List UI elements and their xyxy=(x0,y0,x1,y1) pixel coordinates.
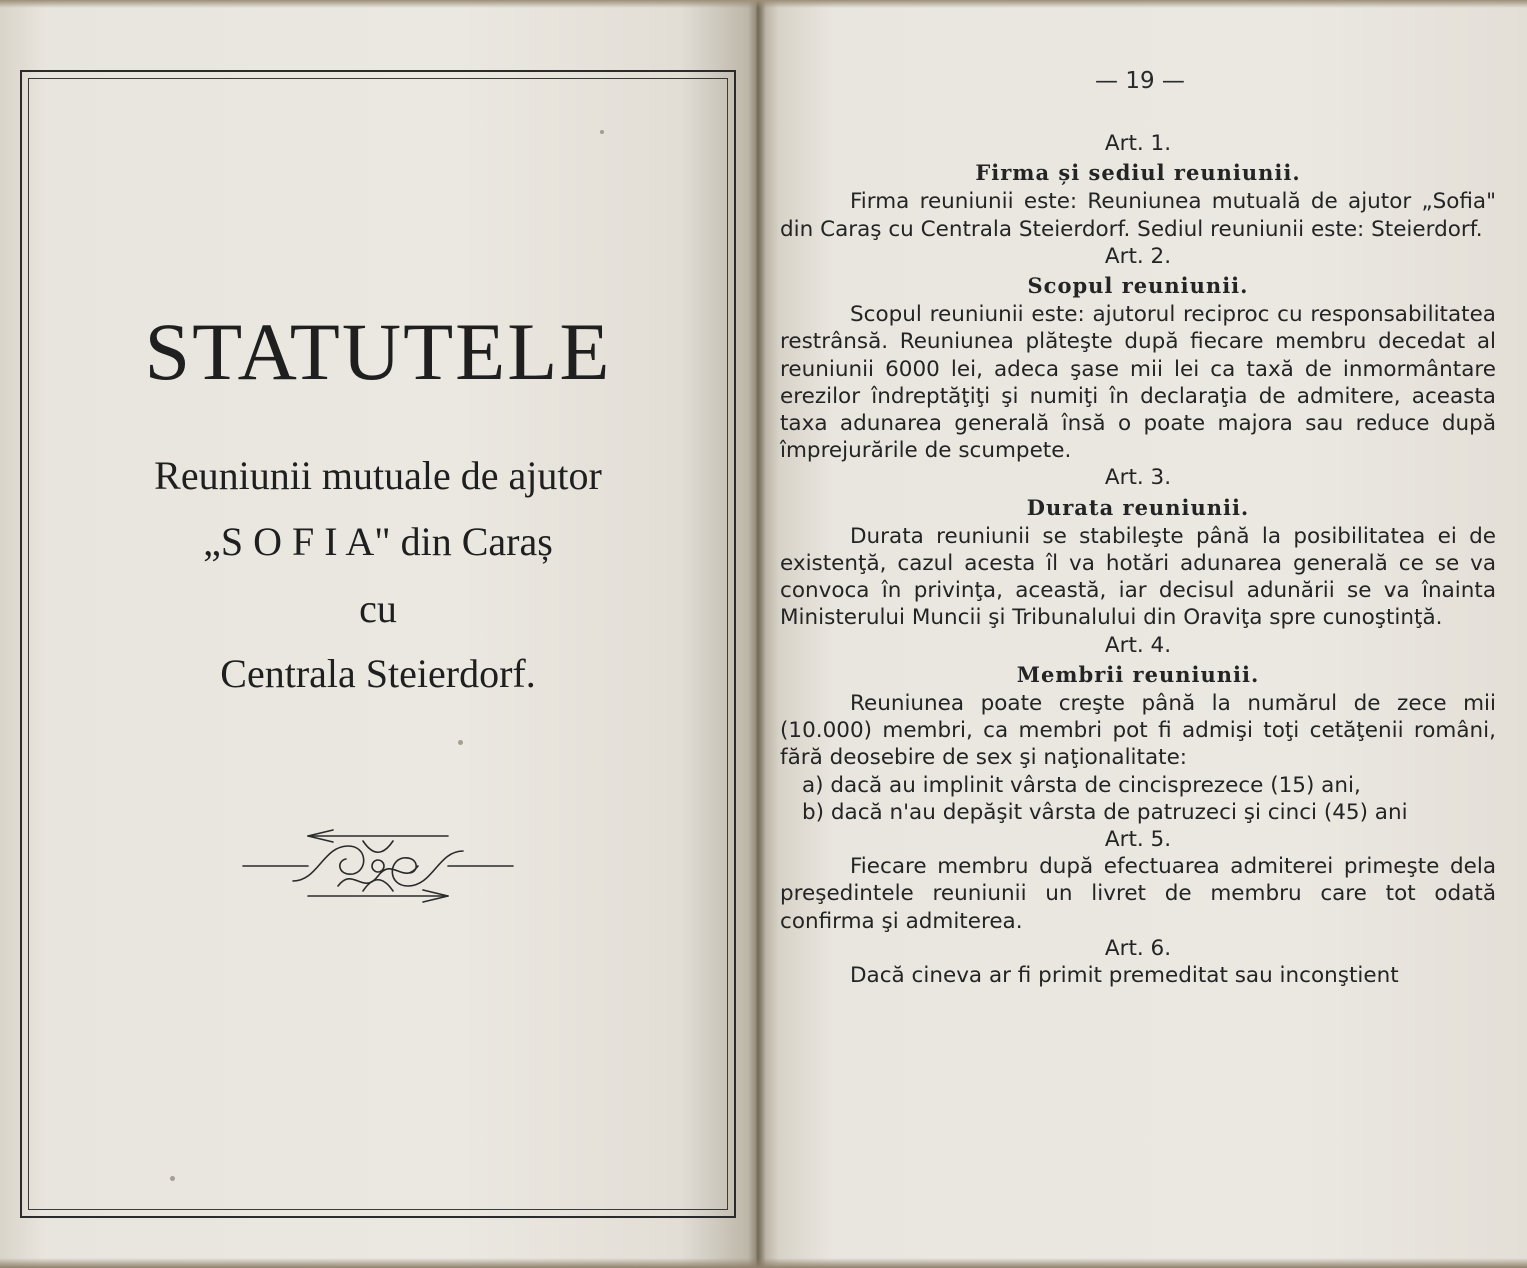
article-number: Art. 6. xyxy=(1104,935,1172,961)
statute-text-column xyxy=(780,130,1496,989)
decorative-ornament-icon xyxy=(238,826,518,906)
article-number: Art. 4. xyxy=(1104,632,1172,658)
article-paragraph: Dacă cineva ar fi primit premeditat sau inconştient xyxy=(850,963,1399,989)
page-number: — 19 — xyxy=(1095,68,1185,94)
article-number: Art. 1. xyxy=(1104,131,1172,156)
title-frame-inner xyxy=(28,78,728,1210)
article-title: Membrii reuniunii. xyxy=(1016,661,1260,687)
subtitle-line-1: Reuniunii mutuale de ajutor xyxy=(154,453,602,498)
article-paragraph: Durata reuniunii se stabileşte până la posibilitatea ei de existenţă, cazul acesta îl va hotări adunarea generală ce se va convoca în privinţa, această, iar decisul adunării se va înainta Ministerului Muncii şi Tribunalului din Oraviţa spre cunoştinţă. xyxy=(780,523,1496,631)
page-top-edge xyxy=(0,0,1527,8)
list-item: b) dacă n'au depăşit vârsta de patruzeci şi cinci (45) ani xyxy=(802,799,1408,825)
article-paragraph: Firma reuniunii este: Reuniunea mutuală de ajutor „Sofia" din Caraş cu Centrala Steierdorf. Sediul reuniunii este: Steierdorf. xyxy=(780,189,1496,242)
page-title: STATUTELE xyxy=(144,306,612,397)
subtitle-line-4: Centrala Steierdorf. xyxy=(220,651,536,696)
paper-speck xyxy=(600,130,604,134)
article-paragraph: Fiecare membru după efectuarea admiterei primeşte dela preşedintele reuniunii un livret de membru care tot odată confirma şi admiterea. xyxy=(780,854,1496,934)
page-bottom-edge xyxy=(0,1258,1527,1268)
article-paragraph: Scopul reuniunii este: ajutorul reciproc cu responsabilitatea restrânsă. Reuniunea plăteşte după fiecare membru decedat al reuniunii 6000 lei, adeca şase mii lei ca taxă de inmormântare erezilor îndreptăţiţi şi numiţi în declaraţia de admitere, aceasta taxa adunarea generală însă o poate majora sau reduce după împrejurările de scumpete. xyxy=(780,302,1496,464)
article-number: Art. 3. xyxy=(1104,465,1172,491)
article-number: Art. 2. xyxy=(1104,243,1172,269)
book-spine xyxy=(748,0,766,1268)
article-title: Firma și sediul reuniunii. xyxy=(975,160,1301,186)
list-item: a) dacă au implinit vârsta de cincisprezece (15) ani, xyxy=(802,772,1361,798)
subtitle-line-2: „S O F I A" din Caraș xyxy=(203,519,553,564)
paper-speck xyxy=(458,740,463,745)
article-title: Durata reuniunii. xyxy=(1026,494,1250,520)
article-paragraph: Reuniunea poate creşte până la numărul de zece mii (10.000) membri, ca membri pot fi admişi toţi cetăţenii români, fără deosebire de sex şi naţionalitate: xyxy=(780,691,1496,771)
article-title: Scopul reuniunii. xyxy=(1027,273,1249,299)
article-number: Art. 5. xyxy=(1104,827,1172,853)
subtitle-line-3: cu xyxy=(359,586,397,631)
paper-speck xyxy=(170,1176,175,1181)
